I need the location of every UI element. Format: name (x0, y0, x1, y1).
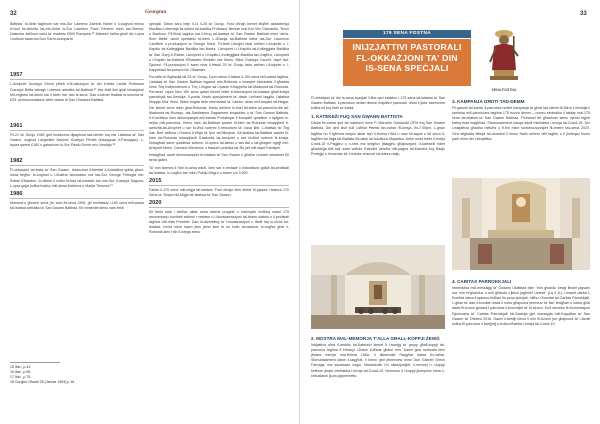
altar-photo (452, 178, 590, 270)
year-heading: 1961 (10, 122, 23, 129)
section-text: Inizjattiva oħra fl-ambitu tal-Katekeżi kienet li l-sweġġ ta' grupp għall-koppji tal-parroċċa taghha li Hewejo l-Dawn b'aħbar għawr min. Dawn gew motivata biex jibdew miexja mal-Kelma t'Alla, li tikkonsisti f'laqgħat darba fix-xahar. Sfortunatament dawn il-laqgħat, li kienu qed jitmexxew minn Dun Gabriel Grech Farrugia, ma saxawasx xoglu. Madankollu f'xi okkażjonijiet, il-mexxej u l-koppji kellhom jieqfu minħabba l-imxija tal-Covid-19. Nemmnu li l-koppji jkomplew meta ċ-ċirkustanzi jkunu jippermettu. (311, 343, 445, 378)
paragraph: Ta' min isemmi li f'din is-sena wkoll, kien sar ir-restawr u indurattura gdida tal-pedistall tal-istatwa. Ix-xogħol sar minn Publju Magro u swew Lm 3,500. (149, 165, 289, 175)
right-column-2-lower (452, 276, 590, 420)
section-banner: 175 SENA FOSTNA (343, 30, 471, 38)
year-heading: 1986 (10, 190, 23, 197)
section-1986 (10, 192, 144, 211)
footnote: 15 Ibid., p.41. (10, 365, 32, 369)
footnotes (10, 365, 144, 385)
section-text: Immeddha mill-messaġġ ta' Gwanni l-Battista biex "min għandu żewġ libsiet jaqsam ma' min m'għandux u min għandu x'jiekol jagħmel l-istess" (Lq 3,11), l-ewwel darba l-Kumitat stess li tqasmu-bidħan fis-sena speċjali, nifthu l-Kumitat tal-Caritas Parrokkjali. L-għan ta' dan il-kumitat huwa li nofru għajnuna permezz ta' fiat, lewg̃ħan u lobba għal dawk fil-bżonn ġewwa l-parroċċa il-bżonnijiet ta' fil-bżonn. Kull membru fil-Kummissjoni Djoċesana ta' 'Caritas Parrokkjali' tal-Xewkija ġiet imwaqqfa mill-Kappillan ta' San Gwann ta' Ottubru 2016. Dawn il-familji kienu li min fil-bżonn juri għajnuna ta' l-famili kollha fil-parroċċa li ħwejjeg̃ u-Kolloxnħabba l-imxija tal-Covid-19. (452, 286, 590, 326)
section-1961 (10, 124, 144, 148)
paragraph: Imbagħad, saret dimostrazzjoni bl-istatwa ta' San Gwann li għalha l-ewwel intuatmet 50 sena qabel. (149, 153, 289, 163)
emblem-caption: SENA FOSTNA (491, 88, 517, 92)
brand-logo: Georgian (145, 9, 167, 15)
divider (10, 130, 144, 131)
church-interior-photo (311, 245, 445, 329)
footnote-rule (10, 362, 60, 363)
statue-emblem-image (480, 24, 528, 88)
year-heading: 2015 (149, 177, 162, 184)
paragraph: speċjali. Dawn saru bejn il-11 il-25 ta' Gunju. Fost oħrajn kienet iltiqħet akkademija Muzikko-Letterarja fis-sidien tal-bażilka Professur Ilemian mal-Kor Vox Clamantis, Tenur u Baritonu. Fil-ħinal taghha sar il-ħruq tal-istatwa ta' San Gwann Battista minn niċċa. Kien ittella' wkoll spettaklu bl-isem L-Għanja tal-Battista kitba tas-Sur Laurence Camilleri u produzzjoni ta George Mizzi. Fil-festi Liturġiċi fadu weħen l-Arcipriet u l-Kapitlu tal-Kollegġjata Bażilika tan-Nadur, l-Arcipriet u l-Kapitlu tal-Kollegġjata Bażilika ta' San Ġorġ Ir-Rabat, l-Arcipriet u l-Kapitlu-l-Kollegġjata Bazilika tax-Xagħra, l-Arcipriet u l-Kapitlu tal-Katidral tÓħawdex flimkien ma' Mons. Nikol Guzeppi Cauchi, Isqof tad-Djoċesi. Fil-purcissjoni li saret nhar il-Ħadd 25 ta' Gunju fadu weħen l-Arcipriet u l-Kappellani tal-parroċċi ta' Għawdex. (149, 22, 289, 72)
right-page (300, 0, 600, 424)
section-text: Kif tkellt sala i sekħar aktar sena diversi progetti u mkemplin lmiftieq matul 175 anniversarju hoctheb ewlieni r restawr u l-kisviwarrazzjoni tal-istess statwa u il-pedistall taghha mill-ditta Presetel. Dan id-diversiteg ta' l-mowarazzjoni u tibdil fuq in-niċċa tal-istatwa. Imma minn hawn jistu jienu kien bi nu kollu tal-istatwa. Ix-xogħol għal il-Rotunda kien f'din il-barga xtess. (149, 210, 289, 235)
section-text: Darba fix-xahar qed isir katekeżi minn P. Marcello Ghirlanda OFM fuq San Gwann Battista. Din qed issir kull l-aħħar Ħamis tax-xahar, fil-knisja, fis-7.00pm. L-ghan tagħha hu li tgħinna nesplu aktar lejn il-Kelma t'Alla u naw bil-aqwa u kif wkoll it-tagħlim tal-ħajja tal-Battista fid-dawl tal-Iskrittura Mqaddsa. Anke meta bdiet il-imxija Covid-19 il-Pagjaru u n-nies ma setgħux jitlaqgħu għajnizzjoni, il-katekeżi bdiet għaddejja billi ssir wara waħda f'nandini dirretta mill-paġna tal-Katedra fuq Radju Preleġju u tixxandar bil-Youtube channel tal-istess radju. (311, 121, 445, 156)
section-heading: 2. MOSTRA MAL-MEMORJA T'ALLA GĦALL-KOPPJI ŻEWĠ (311, 336, 440, 341)
page-number-left: 32 (10, 11, 17, 17)
divider (149, 207, 289, 208)
feature-title (343, 39, 471, 86)
spacer (10, 105, 144, 121)
paragraph: Fis-sitta ta' filghaxija tal-25 ta' Gunju, il-jum stess li fakkar il-150 sena mill-wasla tagħha, l-istatwa ta' San Gwann Battista ingarrot min-Rotunda u twasslet biċċarada li għadda minn Triq Indipendenza u Triq l-Imgarr sa l-Iparar il-Kappella tal-Madonna tal-Rotunda. Permezz l-spot biex 150 sena qabel kienet bdiet it-tranżizzjoni tal-istatwa għall-knisja parrokkjali tax-Xewkija. Il-posta Xewki speċjalment ta' dawk l-imħawi laqgħu l-istatwa Itriqqija b'ka' ħlieu. Wara boġda tista mechanisti ta' l-awtur, aktar mill-anzjani tal-Ħaġar. Din kienet xena minn għal-Rotunda. Madu wehem in-tinel fid-talba tal-parroċċa-dik tal-Madonna tar-Rużarju, tas-Santissimu Sagrament imqaddes u ta' San Gwann Battista. Ir-Kurċifissu kien akkumpanjat mill-banda Prolulunjar li kompliet quddiem u tqajjam is-sejha mill-parroċċa. Kienu idek tal-Battista waslet fil-bieb tar-Rotunda inkaqqħed fl-awtorità-tal-Arcipriet u sar id-dhul solenni li tessuhom ta' Lissa kbir. L-istatwa ta' Trig San Bert sellima l-Gwann b'riħgh ta' fjuri tal-ħitzujnal. Kif-istatwa tal-Battista waslet fil-bieb tar-Rotunda inkaqqħedt fl-awtorità tal-Arcipriet u sar id-dhul solenni fir-knisja. Imbagħad saret quddiesa solenni, bl-opera tal-istess u tan-tfal u tal-għaġeb nġejji mill-Arcipriet Mons. Carmelo Mercieca, u tfassal l-priedka tar-Ru jiet mill-Isqof Kamiljeri. (149, 74, 289, 151)
intro-paragraph: Battista. Id-dinin taghhom sar mis-Sur Lawrenz Zammit Haber u s-soghod minnu b'mod fin-ftehida tal-mill-Artist is-Sur Lawrenz Pace Fenend minn tas-Sliema. Dakinhar kellhom valur ta' madwar £500 Ewropew.¹⁶ Mabeeh hafna ghall din l-opra l-indhum sacerdot Dun Karm Azzopardi. (10, 22, 144, 42)
title-line: IS-SENA SPEĊJALI (365, 63, 449, 73)
section-1957 (10, 73, 144, 102)
right-column-1-lower (311, 333, 445, 419)
section-1982 (10, 159, 144, 188)
right-column-1 (311, 96, 445, 236)
footnote: 16 Ibid., p.65. (10, 370, 32, 374)
footnote: 17 Ibid., p.75. (10, 375, 32, 379)
section-2015 (149, 179, 289, 198)
spacer (10, 44, 144, 70)
section-text: Fl-okkazjoni tal-festa ta' San Gwann, iżżanzinet it-titerfarl il-Kristallina gdida għan-niċċa tiegħu. Is-soghod u l-illustrar tal-kwadru ma' tas-Sur George Ferrugia mir-Rabat Għawdex. Id-disinn li nsibu fil-bad tal-kristallo sar mis-Sur Guzeppi Sagona. L-opra gejja kollha thallsu mill-ahwa Katerina u Marija Theuma.¹⁹ (10, 168, 144, 188)
divider (10, 165, 144, 166)
divider (10, 198, 144, 199)
title-line: FL-OKKAŻJONI TA' DIN (356, 52, 458, 63)
intro-paragraph: Fl-okkażjoni ta' din is-sena speċjali li fiha qed infakkru l-175 sena tal-istatwa ta' San Gwann Battista, il-parroċċa nediet diversi inizjattivi pastorali, uħud li jista' ssemmew kollha kif fuq livell ta' karità. (311, 96, 445, 111)
title-line: INIJZJATTIVI PASTORALI (352, 42, 462, 52)
section-heading: 3. KAMPANJA GĦOTI TAD-DEMM (452, 99, 525, 104)
left-column-2 (149, 22, 289, 417)
section-text: Mamma u għoxrin sena (ix, ċioè fis-sena 1995, għ mmfakkar l-150 sena mill-wasla tal-istatwa artistika ta' San Gwann Battista. Kif misteniet kienu saru festi (10, 200, 144, 210)
section-text: L-Arcipriet Guzeppi Grech jibteb il-fil-okkazjoni ta' din il-festa l-artist Professur Guzeppi Briffa sabagh l-istesse artistika tal-Battista.¹⁷ Iew festi ikel ghal inhabjaha! Mir-registru tal-ekklu sta li kiteb ma' dan is-sena. Dak il-kienet thallast is-somma ta' £25. permozzmatione delle statue di San Giovanni Battista. (10, 82, 144, 102)
footnote: 18 Gorgion Għadd 25 (Jannar 1963) p.16. (10, 380, 76, 384)
divider (149, 185, 289, 186)
year-heading: 2020 (149, 200, 162, 206)
year-heading: 1982 (10, 158, 23, 165)
section-2020 (149, 201, 289, 236)
section-heading: 4. CARITAS PARROKKJALI (452, 279, 512, 284)
section-text: Fil-qasam tal-karità, il-parroċċa nediet kampanja ta' għoti tad-demm fil-Birra t-Xewkija li saritnha mill-parroċċani taghha 175 bozza demm – numru simboliku li fakkar mal-175 sena tal-istatwa ta' San Gwann Battista. Fil-ewwel fitt għadhom kienu njemu tajjeb ħafna tista magħhad. Sfortunatament nasqa wkoll minħabba l-imxija tal-Covid-19. Din l-inizjattiva għadha miftuħa u fl-ħin minn kontribuzzjonijiet fit-tmiem tas-sena 2020. Ged sttghada titieqa tal-donaturi li ikunu ħadu sehem billi tagħtu u li jintieqsu ħums parti minn din l-inizjattiva. (452, 106, 590, 141)
page-number-right: 33 (580, 11, 587, 17)
section-heading: 1. KATEKEŻI FUQ SAN ĠWANN BATTISTA (311, 114, 403, 120)
section-text: Fil-21 ta' Gunju 1961 giet imdanzna dijaqilona tad-deheb fuq ras l-istatwa ta' San Gwann, soghod l-argentier Nazzari Guzeppi Pirotta (imlaqquan il-Paruqqax). L-ispiza qamet £180 u gabarhom is-Sur Pawlu Grech mix-Xewkija.¹⁸ (10, 132, 144, 148)
left-column-1 (10, 22, 144, 360)
year-heading: 1957 (10, 72, 23, 79)
spacer (10, 150, 144, 156)
section-text: Faklar il-170 sena mill-miġja tal-istatwa. Fost oħrajn kien ittella' fil-pjazza l-festura 170 Sena ta' Storja mill-Miġja tal-Istatwa ta' San Gwann. (149, 187, 289, 197)
divider (10, 79, 144, 80)
